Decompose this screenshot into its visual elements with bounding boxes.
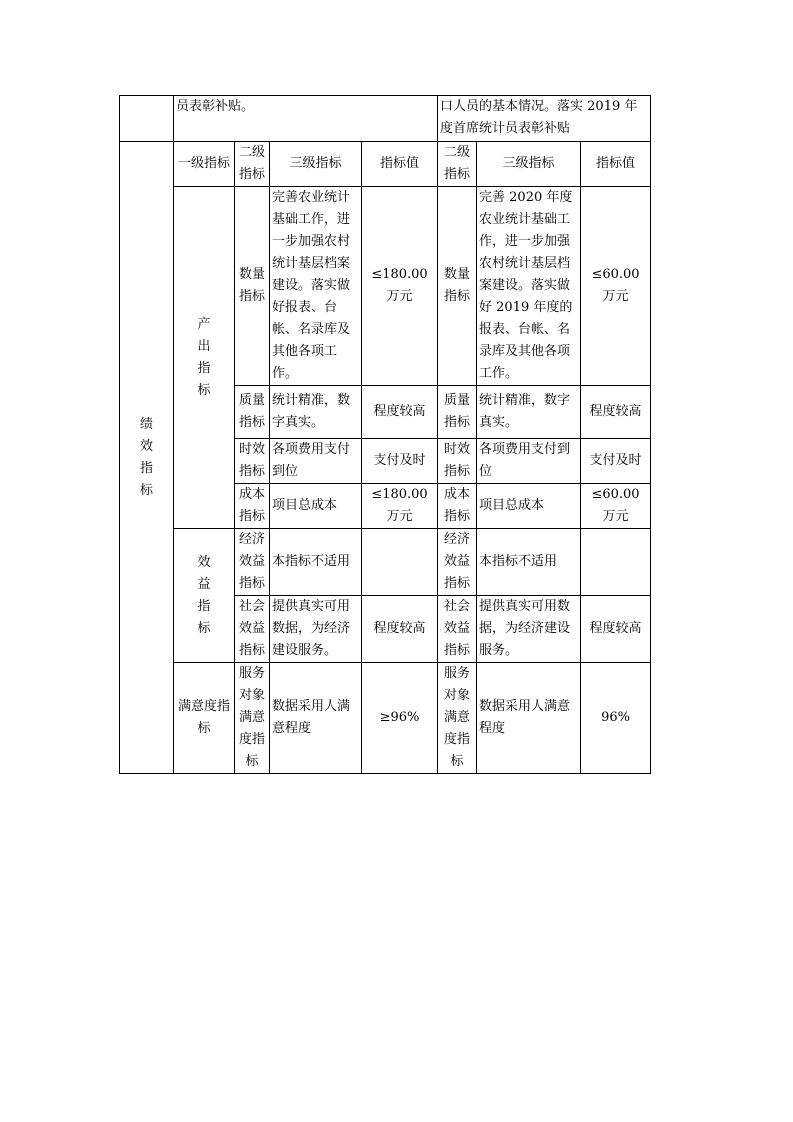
service-l2-b: 服务对象满意度指标 [438,663,477,774]
quality-l2-b: 质量指标 [438,386,477,439]
quantity-l2: 数量指标 [235,187,270,386]
economic-value-b [581,529,651,596]
quantity-l3-b: 完善 2020 年度农业统计基础工作，进一步加强农村统计基层档案建设。落实做好 2019 年度的报表、台帐、名录库及其他各项工作。 [477,187,581,386]
quality-l3: 统计精准，数字真实。 [270,386,362,439]
economic-l3: 本指标不适用 [270,529,362,596]
cost-value: ≤180.00 万元 [362,484,438,529]
header-level2-b: 二级指标 [438,142,477,187]
quality-value-b: 程度较高 [581,386,651,439]
service-value: ≥96% [362,663,438,774]
social-value: 程度较高 [362,596,438,663]
service-l3: 数据采用人满意程度 [270,663,362,774]
header-level3: 三级指标 [270,142,362,187]
group-benefit: 效益指标 [174,529,235,663]
quantity-l3: 完善农业统计基础工作，进一步加强农村统计基层档案建设。落实做好报表、台帐、名录库及其他各项工作。 [270,187,362,386]
timeliness-value: 支付及时 [362,439,438,484]
cost-l3-b: 项目总成本 [477,484,581,529]
cost-l2: 成本指标 [235,484,270,529]
economic-l2: 经济效益指标 [235,529,270,596]
social-l3: 提供真实可用数据，为经济建设服务。 [270,596,362,663]
economic-value [362,529,438,596]
service-l2: 服务对象满意度指标 [235,663,270,774]
social-l3-b: 提供真实可用数据，为经济建设服务。 [477,596,581,663]
social-l2: 社会效益指标 [235,596,270,663]
timeliness-l2: 时效指标 [235,439,270,484]
section-label-performance: 绩效指标 [120,142,174,774]
group-output: 产出指标 [174,187,235,529]
quality-value: 程度较高 [362,386,438,439]
quantity-value: ≤180.00 万元 [362,187,438,386]
timeliness-l2-b: 时效指标 [438,439,477,484]
social-l2-b: 社会效益指标 [438,596,477,663]
quality-l2: 质量指标 [235,386,270,439]
timeliness-l3-b: 各项费用支付到位 [477,439,581,484]
service-value-b: 96% [581,663,651,774]
quantity-l2-b: 数量指标 [438,187,477,386]
economic-l3-b: 本指标不适用 [477,529,581,596]
header-level3-b: 三级指标 [477,142,581,187]
economic-l2-b: 经济效益指标 [438,529,477,596]
timeliness-l3: 各项费用支付到位 [270,439,362,484]
empty-cell [120,96,174,142]
performance-table [119,95,651,774]
header-value-b: 指标值 [581,142,651,187]
header-value: 指标值 [362,142,438,187]
cost-l2-b: 成本指标 [438,484,477,529]
cost-value-b: ≤60.00 万元 [581,484,651,529]
goal-left-text: 员表彰补贴。 [174,96,438,142]
header-level2: 二级指标 [235,142,270,187]
quality-l3-b: 统计精准，数字真实。 [477,386,581,439]
cost-l3: 项目总成本 [270,484,362,529]
group-satisfaction: 满意度指标 [174,663,235,774]
goal-right-text: 口人员的基本情况。落实 2019 年度首席统计员表彰补贴 [438,96,651,142]
header-level1: 一级指标 [174,142,235,187]
social-value-b: 程度较高 [581,596,651,663]
service-l3-b: 数据采用人满意程度 [477,663,581,774]
quantity-value-b: ≤60.00 万元 [581,187,651,386]
timeliness-value-b: 支付及时 [581,439,651,484]
